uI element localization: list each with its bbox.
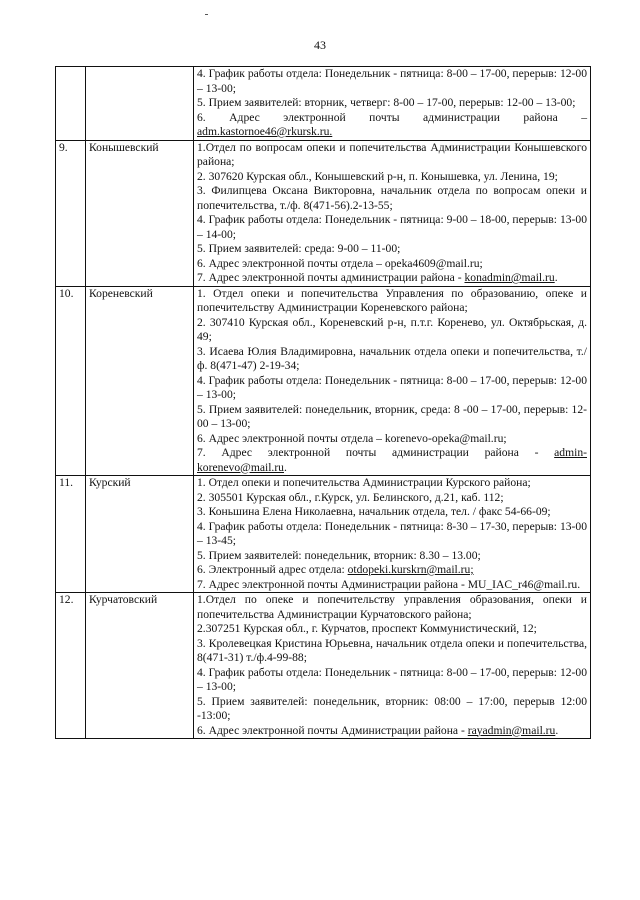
info-text: 2. 307620 Курская обл., Конышевский р-н, п. Конышевка, ул. Ленина, 19; bbox=[197, 169, 558, 183]
info-text: 3. Исаева Юлия Владимировна, начальник отдела опеки и попечительства, т./ф. 8(471-47) 2-19-34; bbox=[197, 344, 587, 372]
offices-table bbox=[55, 66, 591, 739]
info-item bbox=[197, 257, 587, 272]
info-text: 6. Адрес электронной почты отдела – opeka4609@mail.ru; bbox=[197, 256, 483, 270]
info-item bbox=[197, 141, 587, 170]
row-number: 10. bbox=[56, 286, 86, 476]
info-text: 4. График работы отдела: Понедельник - пятница: 9-00 – 18-00, перерыв: 13-00 – 14-00; bbox=[197, 213, 587, 241]
table-row bbox=[56, 67, 591, 141]
email-link[interactable]: otdopeki.kurskrn@mail.ru; bbox=[347, 563, 474, 576]
district-info bbox=[194, 476, 591, 593]
info-text: 6. Адрес электронной почты администрации района – bbox=[197, 110, 587, 124]
row-number: 11. bbox=[56, 476, 86, 593]
info-item bbox=[197, 271, 587, 286]
info-item bbox=[197, 96, 587, 111]
info-item bbox=[197, 476, 587, 491]
info-item bbox=[197, 403, 587, 432]
info-text: 7. Адрес электронной почты администрации района - bbox=[197, 271, 462, 284]
row-number: 9. bbox=[56, 140, 86, 286]
info-text: 1.Отдел по вопросам опеки и попечительства Администрации Конышевского района; bbox=[197, 140, 587, 168]
info-text: 4. График работы отдела: Понедельник - пятница: 8-00 – 17-00, перерыв: 12-00 – 13-00; bbox=[197, 665, 587, 693]
district-name: Курчатовский bbox=[86, 593, 194, 739]
info-text: 2. 307410 Курская обл., Кореневский р-н, п.т.г. Коренево, ул. Октябрьская, д. 49; bbox=[197, 315, 587, 343]
info-item bbox=[197, 491, 587, 506]
info-text: 3. Филипцева Оксана Викторовна, начальник отдела по вопросам опеки и попечительства, т./ф. 8(471-56).2-13-55; bbox=[197, 184, 587, 212]
table-row bbox=[56, 286, 591, 476]
scan-speck bbox=[205, 14, 208, 15]
info-item bbox=[197, 593, 587, 622]
info-item bbox=[197, 666, 587, 695]
info-text: 6. Электронный адрес отдела: bbox=[197, 563, 345, 576]
district-name: Курский bbox=[86, 476, 194, 593]
info-tail: . bbox=[555, 723, 559, 737]
info-item bbox=[197, 374, 587, 403]
info-item bbox=[197, 111, 587, 140]
info-text: 2. 305501 Курская обл., г.Курск, ул. Белинского, д.21, каб. 112; bbox=[197, 490, 504, 504]
info-tail: . bbox=[283, 460, 287, 474]
info-item bbox=[197, 242, 587, 257]
district-name: Кореневский bbox=[86, 286, 194, 476]
info-item bbox=[197, 432, 587, 447]
info-item bbox=[197, 67, 587, 96]
info-text: 7. Адрес электронной почты Администрации района - MU_IAC_r46@mail.ru. bbox=[197, 577, 581, 591]
district-info bbox=[194, 593, 591, 739]
info-text: 4. График работы отдела: Понедельник - пятница: 8-00 – 17-00, перерыв: 12-00 – 13-00; bbox=[197, 67, 587, 95]
info-text: 5. Прием заявителей: среда: 9-00 – 11-00; bbox=[197, 242, 401, 255]
info-item bbox=[197, 170, 587, 185]
info-item bbox=[197, 563, 587, 578]
district-info bbox=[194, 140, 591, 286]
info-item bbox=[197, 213, 587, 242]
district-info bbox=[194, 286, 591, 476]
district-name: Конышевский bbox=[86, 140, 194, 286]
info-text: 5. Прием заявителей: понедельник, вторник: 08:00 – 17:00, перерыв 12:00 -13:00; bbox=[197, 694, 587, 722]
info-text: 2.307251 Курская обл., г. Курчатов, проспект Коммунистический, 12; bbox=[197, 622, 537, 635]
info-text: 1. Отдел опеки и попечительства Управления по образованию, опеке и попечительству Администрации Кореневского района; bbox=[197, 286, 587, 314]
email-link[interactable]: adm.kastornoe46@rkursk.ru. bbox=[197, 125, 333, 138]
info-text: 3. Коньшина Елена Николаевна, начальник отдела, тел. / факс 54-66-09; bbox=[197, 505, 551, 518]
district-name bbox=[86, 67, 194, 141]
page-number: 43 bbox=[314, 38, 326, 52]
row-number: 12. bbox=[56, 593, 86, 739]
info-text: 1. Отдел опеки и попечительства Администрации Курского района; bbox=[197, 476, 531, 489]
info-text: 4. График работы отдела: Понедельник - пятница: 8-30 – 17-30, перерыв: 13-00 – 13-45; bbox=[197, 519, 587, 547]
email-link[interactable]: admin-korenevo@mail.ru bbox=[197, 446, 587, 474]
info-text: 5. Прием заявителей: вторник, четверг: 8-00 – 17-00, перерыв: 12-00 – 13-00; bbox=[197, 96, 576, 109]
info-text: 6. Адрес электронной почты Администрации района - bbox=[197, 723, 465, 737]
table-row bbox=[56, 593, 591, 739]
info-text: 7. Адрес электронной почты администрации района - bbox=[197, 446, 539, 459]
info-item bbox=[197, 520, 587, 549]
info-item bbox=[197, 578, 587, 593]
info-item bbox=[197, 184, 587, 213]
info-text: 4. График работы отдела: Понедельник - пятница: 8-00 – 17-00, перерыв: 12-00 – 13-00; bbox=[197, 373, 587, 401]
info-text: 6. Адрес электронной почты отдела – korenevo-opeka@mail.ru; bbox=[197, 431, 507, 445]
info-text: 5. Прием заявителей: понедельник, вторник, среда: 8 -00 – 17-00, перерыв: 12-00 – 13-00; bbox=[197, 402, 587, 430]
row-number bbox=[56, 67, 86, 141]
info-item bbox=[197, 622, 587, 637]
info-item bbox=[197, 287, 587, 316]
info-text: 1.Отдел по опеке и попечительству управления образования, опеки и попечительства Администрации Курчатовского района; bbox=[197, 593, 587, 621]
info-tail: . bbox=[554, 271, 558, 284]
email-link[interactable]: rayadmin@mail.ru bbox=[467, 723, 556, 737]
info-item bbox=[197, 724, 587, 739]
email-link[interactable]: konadmin@mail.ru bbox=[464, 271, 555, 284]
info-item bbox=[197, 549, 587, 564]
info-item bbox=[197, 695, 587, 724]
info-item bbox=[197, 345, 587, 374]
info-item bbox=[197, 316, 587, 345]
table-row bbox=[56, 140, 591, 286]
table-body bbox=[56, 67, 591, 739]
info-text: 5. Прием заявителей: понедельник, вторник: 8.30 – 13.00; bbox=[197, 548, 481, 562]
district-info bbox=[194, 67, 591, 141]
table-row bbox=[56, 476, 591, 593]
info-item bbox=[197, 505, 587, 520]
info-item bbox=[197, 637, 587, 666]
info-item bbox=[197, 446, 587, 475]
info-text: 3. Кролевецкая Кристина Юрьевна, начальник отдела опеки и попечительства, 8(471-31) т./ф.4-99-88; bbox=[197, 636, 587, 664]
